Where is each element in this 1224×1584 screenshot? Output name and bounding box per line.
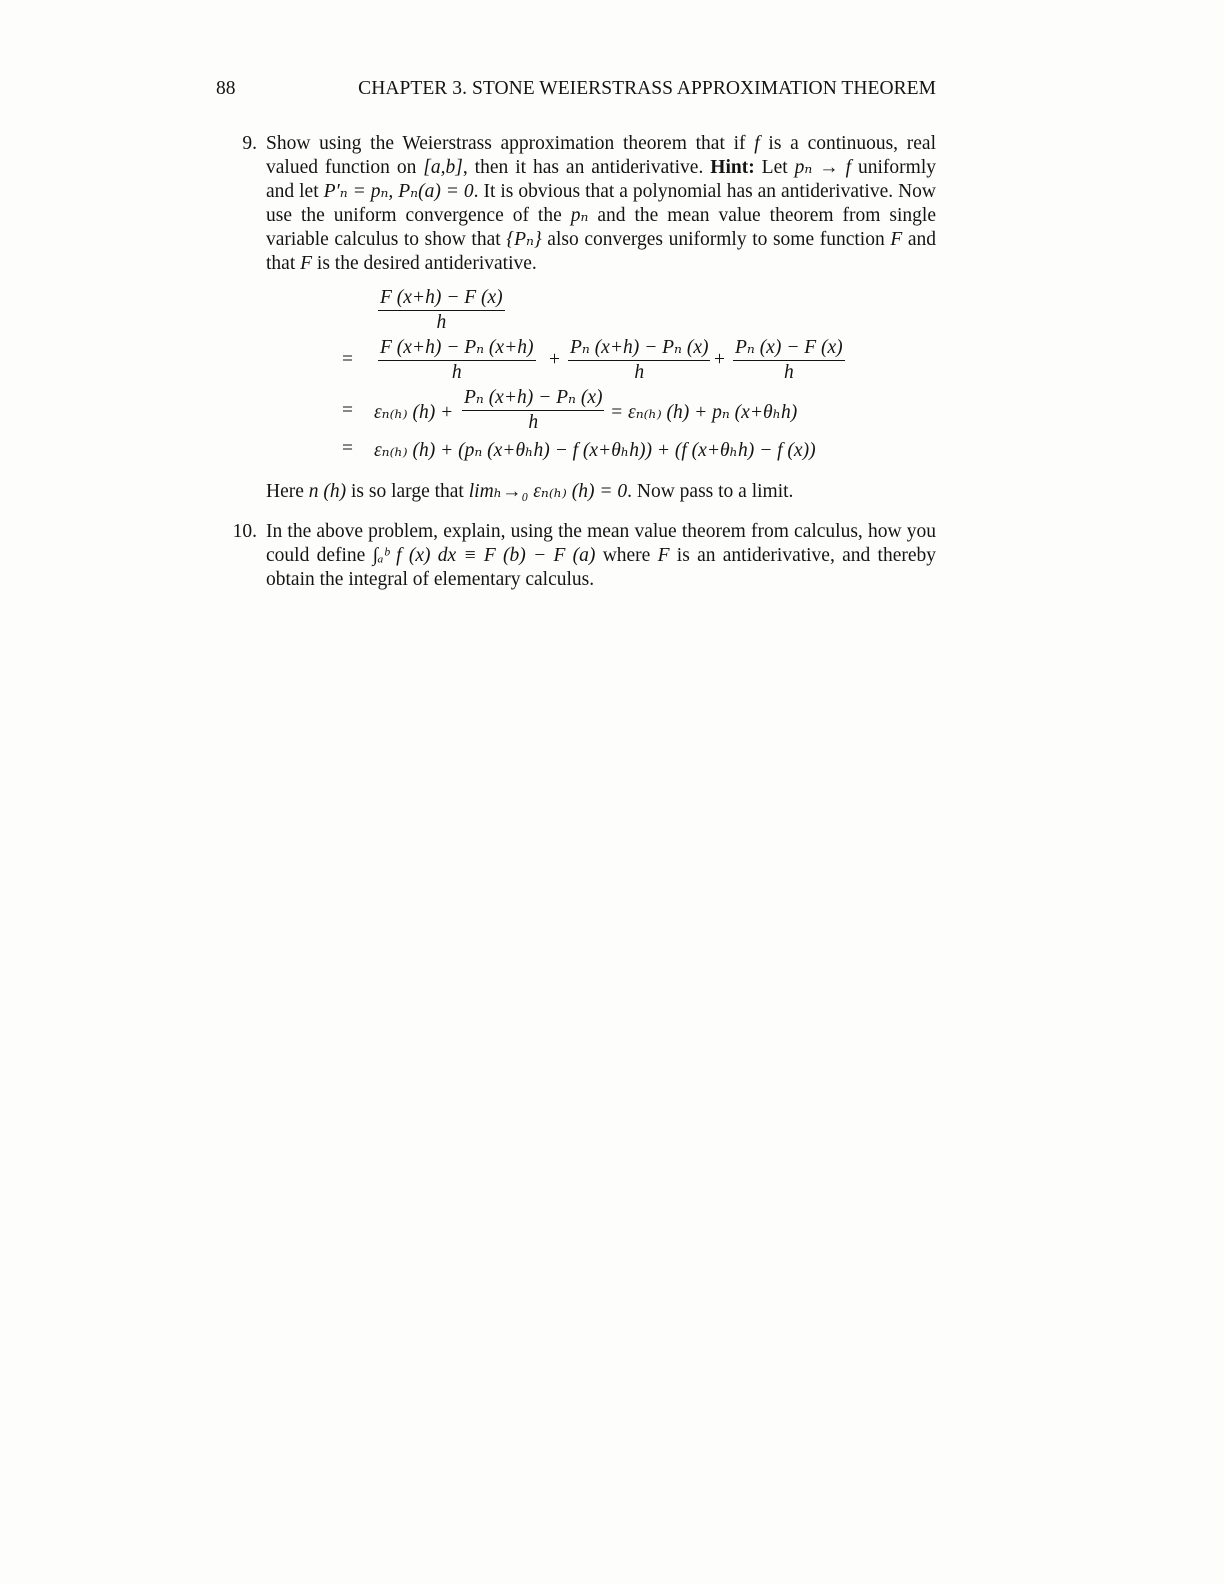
math-expression: εₙ₍ₕ₎ (h) + [374, 402, 454, 423]
numerator: Pₙ (x) − F (x) [735, 337, 843, 358]
text-run: and the mean value theorem from single variable calculus to show that [266, 205, 936, 250]
math-nh: n (h) [308, 481, 347, 502]
denominator: h [378, 360, 536, 385]
numerator: F (x+h) − Pₙ (x+h) [380, 337, 534, 358]
exercise-9 [242, 132, 937, 276]
exercise-number: 9. [242, 133, 257, 154]
text-run: Let [754, 157, 795, 178]
text-run: In the above problem, explain, using the mean value theorem from calculus, how you could define [266, 521, 936, 566]
numerator: F (x+h) − F (x) [380, 287, 503, 308]
text-run: is the desired antiderivative. [312, 253, 537, 274]
math-pn: pₙ [570, 205, 589, 226]
exercise-10-text [266, 520, 936, 592]
text-run: is so large that [346, 481, 469, 502]
math-interval: [a,b] [423, 157, 463, 178]
fraction [568, 336, 710, 385]
text-run: is an antiderivative, and thereby obtain the integral of elementary calculus. [266, 545, 937, 590]
math-limit: limₕ→₀ εₙ₍ₕ₎ (h) = 0 [468, 481, 628, 502]
denominator: h [462, 410, 604, 435]
math-expression: = εₙ₍ₕ₎ (h) + pₙ (x+θₕh) [610, 402, 798, 423]
math-f: f [754, 133, 760, 154]
math-pn-to-f: pₙ → f [794, 157, 852, 178]
running-head: CHAPTER 3. STONE WEIERSTRASS APPROXIMATION THEOREM [358, 78, 936, 99]
plus-sign: + [714, 349, 725, 370]
text-run: . It is obvious that a polynomial has an antiderivative. Now use the uniform convergence of the [266, 181, 936, 226]
math-F: F [890, 229, 903, 250]
exercise-number: 10. [232, 521, 257, 542]
text-run: where [595, 545, 658, 566]
text-run: uniformly and let [266, 157, 936, 202]
denominator: h [568, 360, 710, 385]
text-run: Show using the Weierstrass approximation theorem that if [266, 133, 755, 154]
math-Pn-definition: P′ₙ = pₙ, Pₙ(a) = 0 [323, 181, 474, 202]
text-run: also converges uniformly to some function [541, 229, 891, 250]
hint-label: Hint: [710, 157, 755, 178]
fraction [378, 336, 536, 385]
numerator: Pₙ (x+h) − Pₙ (x) [570, 337, 709, 358]
equation-line-0 [378, 286, 505, 335]
text-run: and that [266, 229, 937, 274]
math-F: F [300, 253, 313, 274]
here-sentence [266, 480, 793, 504]
text-run: , then it has an antiderivative. [462, 157, 711, 178]
exercise-10 [232, 520, 937, 592]
denominator: h [378, 310, 505, 335]
text-run: Here [266, 481, 309, 502]
math-Pn-set: {Pₙ} [506, 229, 542, 250]
denominator: h [733, 360, 845, 385]
equals-sign: = [342, 438, 353, 459]
fraction [733, 336, 845, 385]
math-F: F [657, 545, 670, 566]
fraction [378, 286, 505, 335]
plus-sign: + [549, 349, 560, 370]
fraction [462, 386, 604, 435]
math-integral: ∫ₐᵇ f (x) dx ≡ F (b) − F (a) [372, 545, 596, 566]
numerator: Pₙ (x+h) − Pₙ (x) [464, 387, 603, 408]
text-run: . Now pass to a limit. [627, 481, 794, 502]
equals-sign: = [342, 400, 353, 421]
page-number: 88 [216, 78, 236, 99]
text-run: is a continuous, real valued function on [266, 133, 936, 178]
math-expression: εₙ₍ₕ₎ (h) + (pₙ (x+θₕh) − f (x+θₕh)) + (f (x+θₕh) − f (x)) [374, 440, 816, 461]
equals-sign: = [342, 349, 353, 370]
exercise-9-text [266, 132, 936, 276]
